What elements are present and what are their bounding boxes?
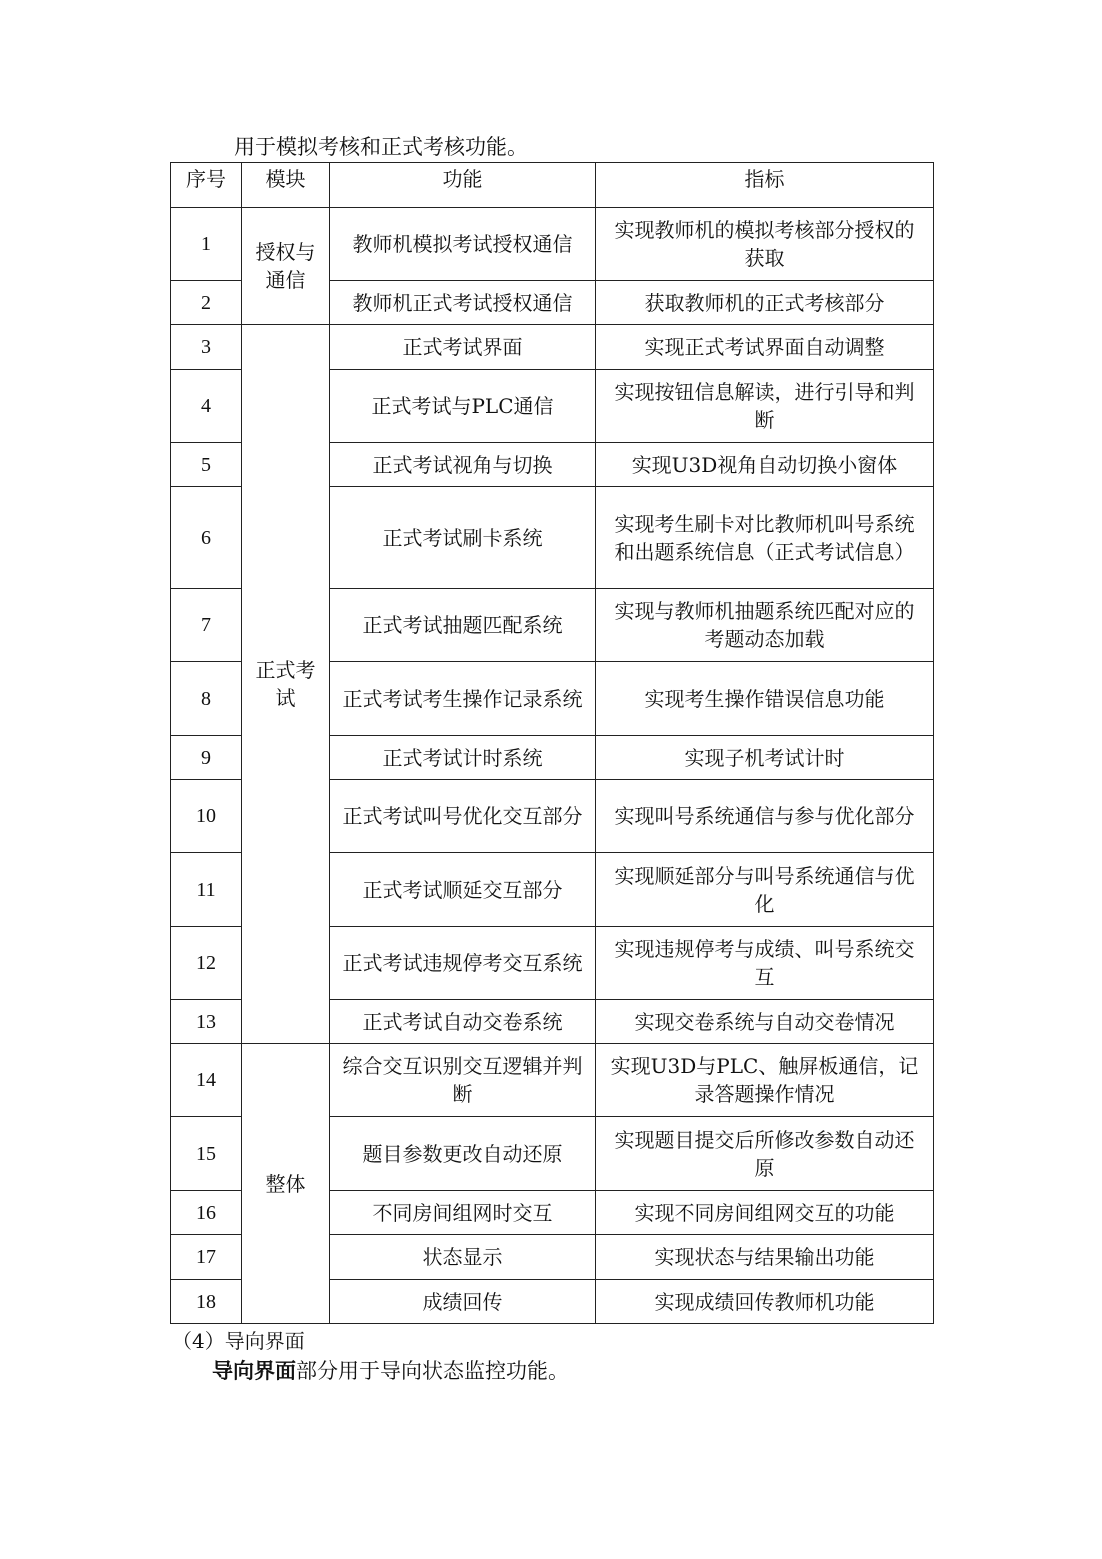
intro-text: 用于模拟考核和正式考核功能。 [234,135,528,159]
row-indicator: 实现正式考试界面自动调整 [596,325,934,370]
row-indicator: 获取教师机的正式考核部分 [596,281,934,325]
header-seq: 序号 [171,163,242,208]
header-module: 模块 [242,163,330,208]
row-seq: 16 [171,1191,242,1235]
row-function: 正式考试顺延交互部分 [330,853,596,927]
row-indicator: 实现成绩回传教师机功能 [596,1280,934,1324]
paragraph-rest: 部分用于导向状态监控功能。 [296,1359,569,1383]
body-paragraph [212,1356,569,1386]
row-seq: 17 [171,1235,242,1280]
row-seq: 5 [171,443,242,487]
row-seq: 8 [171,662,242,736]
row-function: 正式考试界面 [330,325,596,370]
section-heading: （4）导向界面 [172,1329,305,1353]
row-function: 题目参数更改自动还原 [330,1117,596,1191]
row-function: 正式考试违规停考交互系统 [330,927,596,1000]
row-seq: 11 [171,853,242,927]
row-seq: 3 [171,325,242,370]
row-indicator: 实现题目提交后所修改参数自动还原 [596,1117,934,1191]
row-function: 正式考试考生操作记录系统 [330,662,596,736]
row-indicator: 实现叫号系统通信与参与优化部分 [596,780,934,853]
row-function: 综合交互识别交互逻辑并判断 [330,1044,596,1117]
row-function: 正式考试叫号优化交互部分 [330,780,596,853]
row-seq: 10 [171,780,242,853]
row-seq: 1 [171,208,242,281]
function-table [170,162,934,1324]
row-function: 状态显示 [330,1235,596,1280]
row-indicator: 实现状态与结果输出功能 [596,1235,934,1280]
row-indicator: 实现违规停考与成绩、叫号系统交互 [596,927,934,1000]
row-function: 正式考试自动交卷系统 [330,1000,596,1044]
row-indicator: 实现不同房间组网交互的功能 [596,1191,934,1235]
module-cell: 整体 [242,1044,330,1324]
row-function: 不同房间组网时交互 [330,1191,596,1235]
row-indicator: 实现U3D视角自动切换小窗体 [596,443,934,487]
row-function: 正式考试抽题匹配系统 [330,589,596,662]
row-indicator: 实现子机考试计时 [596,736,934,780]
row-indicator: 实现交卷系统与自动交卷情况 [596,1000,934,1044]
header-indicator: 指标 [596,163,934,208]
row-seq: 4 [171,370,242,443]
row-function: 正式考试视角与切换 [330,443,596,487]
row-function: 正式考试刷卡系统 [330,487,596,589]
row-seq: 13 [171,1000,242,1044]
row-indicator: 实现U3D与PLC、触屏板通信，记录答题操作情况 [596,1044,934,1117]
table-row [171,208,934,281]
table-row [171,1044,934,1117]
row-indicator: 实现按钮信息解读，进行引导和判断 [596,370,934,443]
row-function: 成绩回传 [330,1280,596,1324]
module-cell: 授权与通信 [242,208,330,325]
row-seq: 9 [171,736,242,780]
row-indicator: 实现考生操作错误信息功能 [596,662,934,736]
row-indicator: 实现教师机的模拟考核部分授权的获取 [596,208,934,281]
header-function: 功能 [330,163,596,208]
row-indicator: 实现考生刷卡对比教师机叫号系统和出题系统信息（正式考试信息） [596,487,934,589]
row-seq: 7 [171,589,242,662]
row-indicator: 实现与教师机抽题系统匹配对应的考题动态加载 [596,589,934,662]
table-header-row [171,163,934,208]
row-seq: 12 [171,927,242,1000]
table-row [171,325,934,370]
module-cell: 正式考试 [242,325,330,1044]
row-function: 正式考试计时系统 [330,736,596,780]
row-function: 教师机正式考试授权通信 [330,281,596,325]
row-seq: 18 [171,1280,242,1324]
row-function: 教师机模拟考试授权通信 [330,208,596,281]
bold-lead: 导向界面 [212,1358,296,1383]
row-seq: 14 [171,1044,242,1117]
row-seq: 6 [171,487,242,589]
row-function: 正式考试与PLC通信 [330,370,596,443]
row-seq: 2 [171,281,242,325]
row-indicator: 实现顺延部分与叫号系统通信与优化 [596,853,934,927]
row-seq: 15 [171,1117,242,1191]
